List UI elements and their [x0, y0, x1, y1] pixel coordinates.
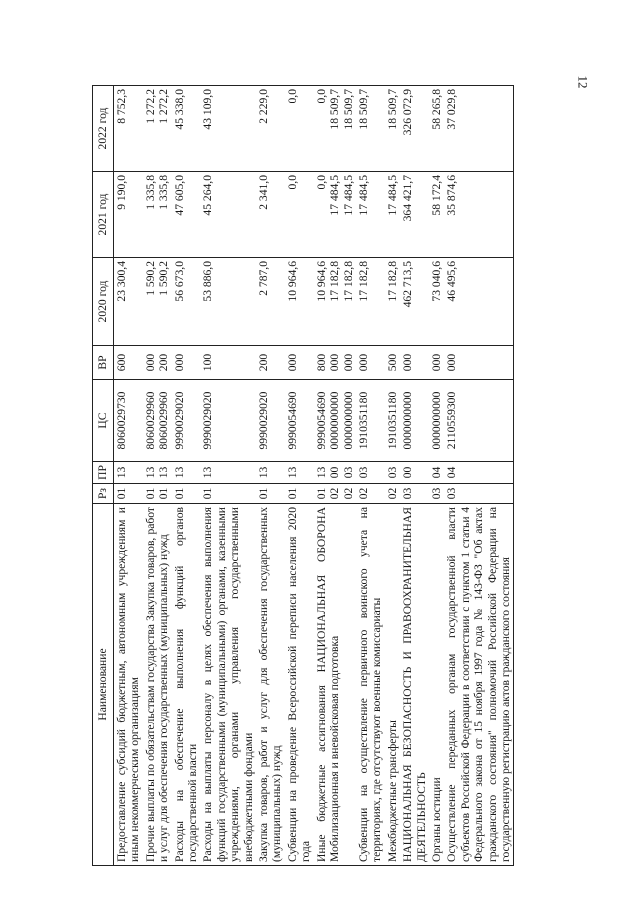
table-row: [356, 86, 385, 866]
row-pr: 03: [356, 462, 385, 484]
row-pr: 00: [400, 462, 429, 484]
row-rz: 01 02 02: [314, 484, 356, 504]
row-value-2020: 1 590,2 1 590,2: [143, 258, 172, 346]
row-rz: 02: [385, 484, 400, 504]
row-pr: 13: [172, 462, 201, 484]
row-cs: 9990054690 0000000000 0000000000: [314, 380, 356, 462]
row-vr: 600: [114, 346, 143, 380]
row-value-2022: 2 229,0: [256, 86, 285, 172]
row-cs: 8060029730: [114, 380, 143, 462]
row-name: Расходы на обеспечение выполнения функций органов государственной власти: [172, 504, 201, 866]
row-vr: 000: [400, 346, 429, 380]
row-value-2020: 2 787,0: [256, 258, 285, 346]
row-name: Прочие выплаты по обязательствам государства Закупка товаров, работ и услуг для обеспечения государственных (муниципальных) нужд: [143, 504, 172, 866]
page-number: 12: [575, 75, 591, 89]
row-pr: 13: [200, 462, 256, 484]
row-pr: 13 13: [143, 462, 172, 484]
row-vr: 000: [429, 346, 444, 380]
table-row: [400, 86, 429, 866]
row-rz: 01: [256, 484, 285, 504]
row-rz: 01: [285, 484, 314, 504]
row-name: Закупка товаров, работ и услуг для обеспечения государственных (муниципальных) нужд: [256, 504, 285, 866]
rotated-page-content: [92, 86, 562, 866]
header-cs: ЦС: [93, 380, 114, 462]
header-2022: 2022 год: [93, 86, 114, 172]
row-value-2021: 1 335,8 1 335,8: [143, 172, 172, 258]
header-pr: ПР: [93, 462, 114, 484]
row-cs: 9990029020: [172, 380, 201, 462]
row-name: Расходы на выплаты персоналу в целях обеспечения выполнения функций государственными (муниципальными) органами, казенными учреждениями, органами управления государственными внебюджетными фондами: [200, 504, 256, 866]
row-value-2020: 56 673,0: [172, 258, 201, 346]
row-rz: 01: [172, 484, 201, 504]
row-value-2021: 47 605,0: [172, 172, 201, 258]
row-rz: 03: [400, 484, 429, 504]
row-pr: 04: [444, 462, 514, 484]
row-pr: 03: [385, 462, 400, 484]
row-vr: 800 000 000: [314, 346, 356, 380]
table-row: [256, 86, 285, 866]
row-cs: 0000000000: [429, 380, 444, 462]
row-value-2021: 2 341,0: [256, 172, 285, 258]
row-value-2020: 462 713,5: [400, 258, 429, 346]
row-value-2022: 58 265,8: [429, 86, 444, 172]
table-body: [114, 86, 514, 866]
row-rz: 01: [200, 484, 256, 504]
row-cs: 1910351180: [356, 380, 385, 462]
header-2020: 2020 год: [93, 258, 114, 346]
row-vr: 000: [356, 346, 385, 380]
header-2021: 2021 год: [93, 172, 114, 258]
row-value-2020: 73 040,6: [429, 258, 444, 346]
row-value-2021: 58 172,4: [429, 172, 444, 258]
row-value-2022: 45 338,0: [172, 86, 201, 172]
row-pr: 13: [285, 462, 314, 484]
row-pr: 04: [429, 462, 444, 484]
table-row: [285, 86, 314, 866]
row-name: НАЦИОНАЛЬНАЯ БЕЗОПАСНОСТЬ И ПРАВООХРАНИТЕЛЬНАЯ ДЕЯТЕЛЬНОСТЬ: [400, 504, 429, 866]
row-value-2021: 9 190,0: [114, 172, 143, 258]
row-value-2022: 43 109,0: [200, 86, 256, 172]
row-value-2022: 18 509,7: [356, 86, 385, 172]
row-value-2022: 1 272,2 1 272,2: [143, 86, 172, 172]
row-value-2021: 0,0 17 484,5 17 484,5: [314, 172, 356, 258]
row-vr: 000: [172, 346, 201, 380]
row-cs: 2110559300: [444, 380, 514, 462]
header-name: Наименование: [93, 504, 114, 866]
row-value-2021: 45 264,0: [200, 172, 256, 258]
row-value-2020: 17 182,8: [385, 258, 400, 346]
table-row: [200, 86, 256, 866]
row-rz: 01: [114, 484, 143, 504]
row-value-2022: 326 072,9: [400, 86, 429, 172]
row-name: Субвенции на проведение Всероссийской переписи населения 2020 года: [285, 504, 314, 866]
table-header-row: [93, 86, 114, 866]
row-value-2022: 37 029,8: [444, 86, 514, 172]
table-row: [143, 86, 172, 866]
row-value-2022: 0,0 18 509,7 18 509,7: [314, 86, 356, 172]
row-rz: 03: [429, 484, 444, 504]
header-rz: Рз: [93, 484, 114, 504]
row-pr: 13 00 03: [314, 462, 356, 484]
row-value-2022: 18 509,7: [385, 86, 400, 172]
table-row: [172, 86, 201, 866]
row-name: Иные бюджетные ассигнования НАЦИОНАЛЬНАЯ ОБОРОНА Мобилизационная и вневойсковая подготовка: [314, 504, 356, 866]
row-value-2021: 364 421,7: [400, 172, 429, 258]
row-name: Осуществление переданных органам государственной власти субъектов Российской Федерации в соответствии с пунктом 1 статьи 4 Федерального закона от 15 ноября 1997 года № 143-ФЗ "Об актах гражданского состояния" полномочий Российской Федерации на государственную регистрацию актов гражданского состояния: [444, 504, 514, 866]
row-vr: 500: [385, 346, 400, 380]
row-rz: 01 01: [143, 484, 172, 504]
row-value-2021: 0,0: [285, 172, 314, 258]
row-cs: 0000000000: [400, 380, 429, 462]
budget-table: [92, 85, 514, 866]
row-pr: 13: [256, 462, 285, 484]
table-row: [444, 86, 514, 866]
row-vr: 000: [444, 346, 514, 380]
row-vr: 200: [256, 346, 285, 380]
row-cs: 9990029020: [200, 380, 256, 462]
row-value-2020: 10 964,6: [285, 258, 314, 346]
row-vr: 100: [200, 346, 256, 380]
row-rz: 02: [356, 484, 385, 504]
row-value-2020: 17 182,8: [356, 258, 385, 346]
row-cs: 9990029020: [256, 380, 285, 462]
header-vr: ВР: [93, 346, 114, 380]
row-value-2020: 46 495,6: [444, 258, 514, 346]
row-value-2020: 10 964,6 17 182,8 17 182,8: [314, 258, 356, 346]
row-cs: 8060029960 8060029960: [143, 380, 172, 462]
row-name: Органы юстиции: [429, 504, 444, 866]
row-value-2021: 35 874,6: [444, 172, 514, 258]
row-vr: 000 200: [143, 346, 172, 380]
row-value-2022: 8 752,3: [114, 86, 143, 172]
row-rz: 03: [444, 484, 514, 504]
row-value-2022: 0,0: [285, 86, 314, 172]
table-row: [314, 86, 356, 866]
row-cs: 9990054690: [285, 380, 314, 462]
row-value-2020: 23 300,4: [114, 258, 143, 346]
row-name: Межбюджетные трансферты: [385, 504, 400, 866]
row-name: Субвенции на осуществление первичного воинского учета на территориях, где отсутствуют военные комиссариаты: [356, 504, 385, 866]
row-value-2021: 17 484,5: [356, 172, 385, 258]
row-pr: 13: [114, 462, 143, 484]
row-value-2020: 53 886,0: [200, 258, 256, 346]
table-row: [429, 86, 444, 866]
row-name: Предоставление субсидий бюджетным, автономным учреждениям и иным некоммерческим организациям: [114, 504, 143, 866]
row-cs: 1910351180: [385, 380, 400, 462]
table-row: [114, 86, 143, 866]
table-row: [385, 86, 400, 866]
row-value-2021: 17 484,5: [385, 172, 400, 258]
row-vr: 000: [285, 346, 314, 380]
